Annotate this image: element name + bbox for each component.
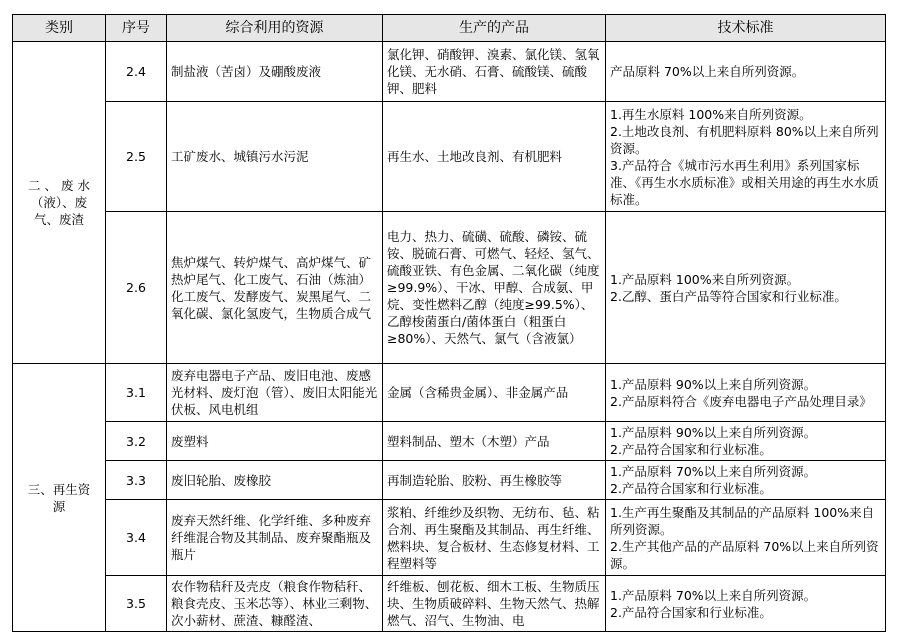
product-cell: 纤维板、刨花板、细木工板、生物质压块、生物质破碎料、生物天然气、热解燃气、沼气、生物油、电 xyxy=(383,576,606,632)
resource-cell: 废塑料 xyxy=(167,422,383,461)
resource-cell: 废弃天然纤维、化学纤维、多种废弃纤维混合物及其制品、废弃聚酯瓶及瓶片 xyxy=(167,500,383,576)
category-label-line: 二 、 废 水 xyxy=(28,178,90,193)
standard-item: 1.产品原料 70%以上来自所列资源。 xyxy=(610,464,817,479)
row-number: 2.4 xyxy=(106,42,167,102)
standard-cell xyxy=(606,500,886,576)
standard-cell xyxy=(606,42,886,102)
resource-cell: 工矿废水、城镇污水污泥 xyxy=(167,102,383,212)
row-number: 2.6 xyxy=(106,212,167,364)
product-cell: 电力、热力、硫磺、硫酸、磷铵、硫铵、脱硫石膏、可燃气、轻烃、氢气、硫酸亚铁、有色金属、二氧化碳（纯度≥99.9%）、干冰、甲醇、合成氨、甲烷、变性燃料乙醇（纯度≥99.5%）、乙醇梭菌蛋白/菌体蛋白（粗蛋白≥80%）、天然气、氯气（含液氯） xyxy=(383,212,606,364)
standard-item: 1.产品原料 70%以上来自所列资源。 xyxy=(610,587,817,603)
standard-cell xyxy=(606,364,886,422)
row-number: 3.4 xyxy=(106,500,167,576)
standard-item: 1.产品原料 100%来自所列资源。 xyxy=(610,271,800,287)
table-row xyxy=(13,42,886,102)
product-cell: 再生水、土地改良剂、有机肥料 xyxy=(383,102,606,212)
row-number: 3.1 xyxy=(106,364,167,422)
product-cell: 再制造轮胎、胶粉、再生橡胶等 xyxy=(383,461,606,500)
standard-item: 2.产品符合国家和行业标准。 xyxy=(610,604,772,620)
standard-cell xyxy=(606,461,886,500)
category-label-line: 三、再生资 xyxy=(27,481,91,497)
standard-cell xyxy=(606,212,886,364)
product-cell: 浆粕、纤维纱及织物、无纺布、毡、粘合剂、再生聚酯及其制品、再生纤维、燃料块、复合板材、生态修复材料、工程塑料等 xyxy=(383,500,606,576)
row-number: 3.2 xyxy=(106,422,167,461)
header-product: 生产的产品 xyxy=(383,15,606,42)
resource-cell: 农作物秸秆及壳皮（粮食作物秸秆、粮食壳皮、玉米芯等）、林业三剩物、次小薪材、蔗渣、糠醛渣、 xyxy=(167,576,383,632)
table-row xyxy=(13,461,886,500)
standard-item: 2.生产其他产品的产品原料 70%以上来自所列资源。 xyxy=(610,538,879,571)
standard-item: 1.产品原料 90%以上来自所列资源。 xyxy=(610,376,817,392)
header-row xyxy=(13,15,886,42)
product-cell: 金属（含稀贵金属）、非金属产品 xyxy=(383,364,606,422)
product-cell: 氯化钾、硝酸钾、溴素、氯化镁、氢氧化镁、无水硝、石膏、硫酸镁、硫酸钾、肥料 xyxy=(383,42,606,102)
table-row xyxy=(13,500,886,576)
standard-item: 3.产品符合《城市污水再生利用》系列国家标准、《再生水水质标准》或相关用途的再生水水质标准。 xyxy=(610,157,879,207)
category-label-line: 源 xyxy=(52,498,66,514)
table-row xyxy=(13,102,886,212)
row-number: 3.3 xyxy=(106,461,167,500)
standard-item: 1.生产再生聚酯及其制品的产品原料 100%来自所列资源。 xyxy=(610,504,875,537)
standard-item: 2.乙醇、蛋白产品等符合国家和行业标准。 xyxy=(610,288,847,304)
header-standard: 技术标准 xyxy=(606,15,886,42)
row-number: 2.5 xyxy=(106,102,167,212)
standard-item: 2.产品原料符合《废弃电器电子产品处理目录》 xyxy=(610,393,872,409)
standard-item: 2.产品符合国家和行业标准。 xyxy=(610,442,772,457)
header-category: 类别 xyxy=(13,15,106,42)
standard-item: 2.产品符合国家和行业标准。 xyxy=(610,481,772,496)
row-number: 3.5 xyxy=(106,576,167,632)
standard-cell xyxy=(606,102,886,212)
standard-cell xyxy=(606,422,886,461)
resource-cell: 制盐液（苦卤）及硼酸废液 xyxy=(167,42,383,102)
resource-cell: 废旧轮胎、废橡胶 xyxy=(167,461,383,500)
standard-item: 1.再生水原料 100%来自所列资源。 xyxy=(610,106,812,122)
table-row xyxy=(13,576,886,632)
standard-item: 1.产品原料 90%以上来自所列资源。 xyxy=(610,425,817,440)
resource-cell: 废弃电器电子产品、废旧电池、废感光材料、废灯泡（管）、废旧太阳能光伏板、风电机组 xyxy=(167,364,383,422)
standard-item: 产品原料 70%以上来自所列资源。 xyxy=(610,64,805,79)
table-row xyxy=(13,422,886,461)
header-resource: 综合利用的资源 xyxy=(167,15,383,42)
standard-cell xyxy=(606,576,886,632)
resource-cell: 焦炉煤气、转炉煤气、高炉煤气、矿热炉尾气、化工废气、石油（炼油）化工废气、发酵废气、炭黑尾气、二氧化碳、氯化氢废气，生物质合成气 xyxy=(167,212,383,364)
category-cell xyxy=(13,364,106,632)
table-row xyxy=(13,212,886,364)
table-row xyxy=(13,364,886,422)
header-number: 序号 xyxy=(106,15,167,42)
category-label-line: 气、废渣 xyxy=(33,212,84,227)
standard-item: 2.土地改良剂、有机肥料原料 80%以上来自所列资源。 xyxy=(610,123,879,156)
resource-standards-table xyxy=(12,14,886,632)
product-cell: 塑料制品、塑木（木塑）产品 xyxy=(383,422,606,461)
category-label-line: （液）、废 xyxy=(30,195,88,210)
category-cell xyxy=(13,42,106,364)
